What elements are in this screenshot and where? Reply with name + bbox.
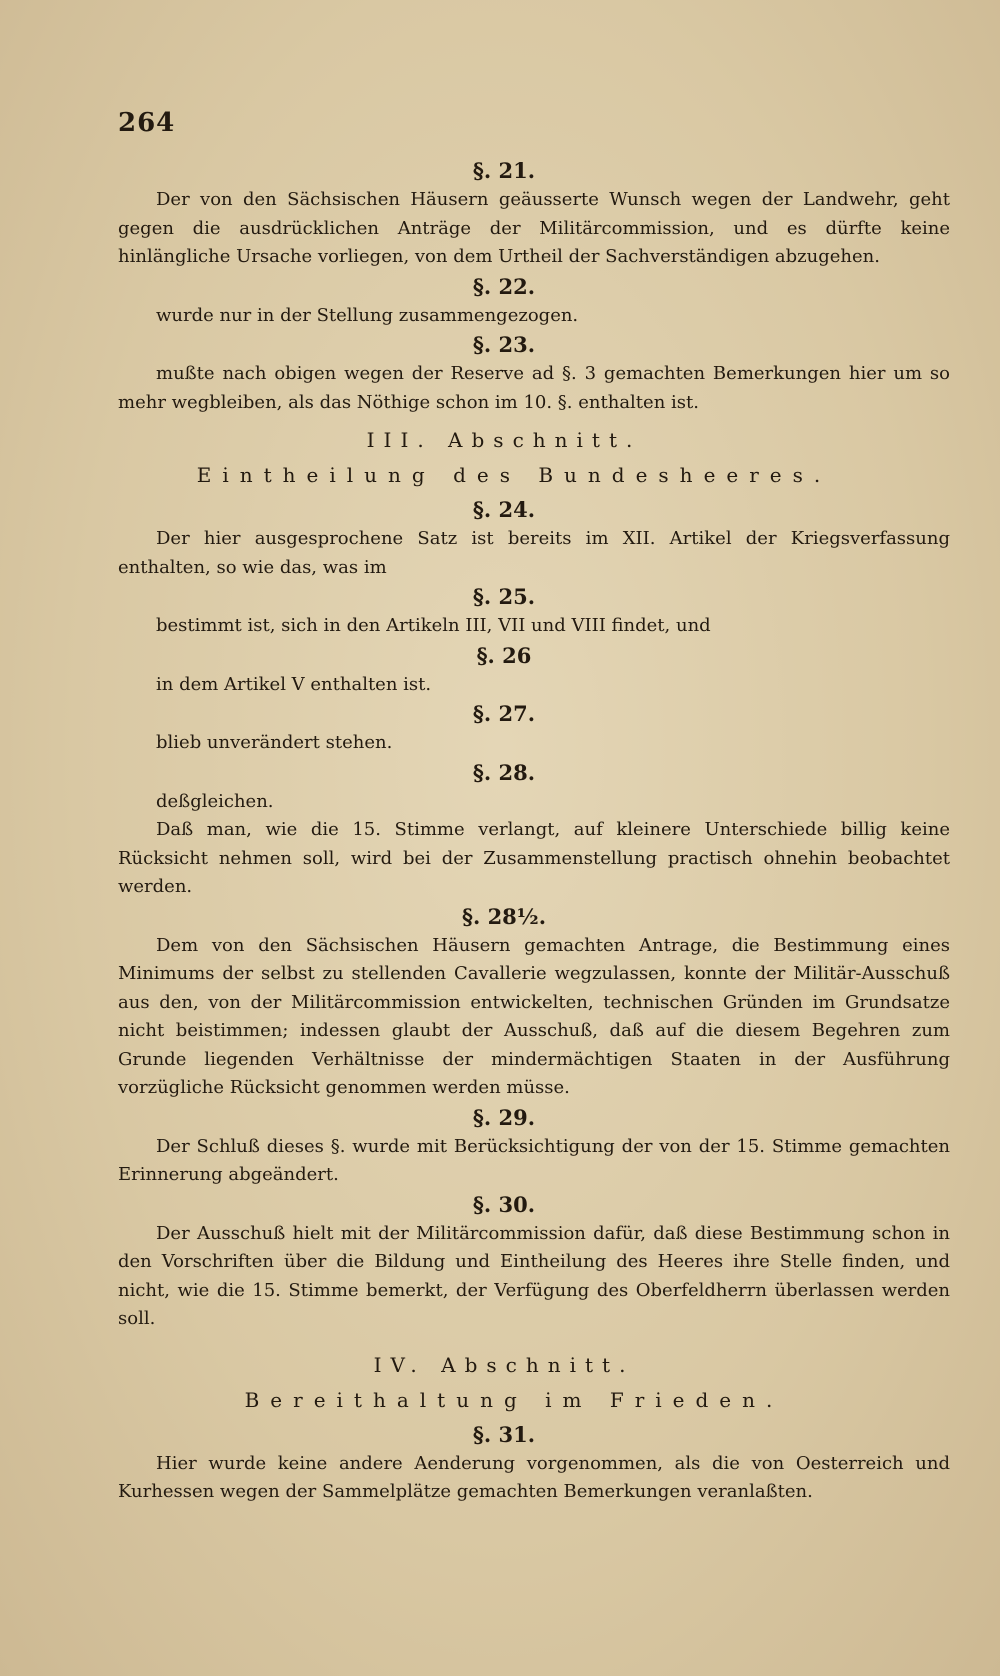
section-21-text: Der von den Sächsischen Häusern geäusserte Wunsch wegen der Landwehr, geht gegen die ausdrücklichen Anträge der Militärcommission, und es dürfte keine hinlängliche Ursache vorliegen, von dem Urtheil der Sachverständigen abzugehen. — [118, 189, 950, 267]
section-25-heading: §. 25. — [472, 584, 536, 609]
section-28-half-text: Dem von den Sächsischen Häusern gemachten Antrage, die Bestimmung eines Minimums der selbst zu stellenden Cavallerie wegzulassen, konnte der Militär-Ausschuß aus den, von der Militärcommission entwickelten, technischen Gründen im Grundsatze nicht beistimmen; indessen glaubt der Ausschuß, daß auf die diesem Begehren zum Grunde liegenden Verhältnisse der mindermächtigen Staaten in der Ausführung vorzügliche Rücksicht genommen werden müsse. — [118, 934, 950, 1098]
section-21-heading: §. 21. — [472, 158, 536, 183]
chapter-4-subtitle: Bereithaltung im Frieden. — [244, 1387, 784, 1412]
section-27-text: blieb unverändert stehen. — [156, 732, 393, 753]
section-30-heading: §. 30. — [472, 1191, 536, 1217]
section-29-text: Der Schluß dieses §. wurde mit Berücksichtigung der von der 15. Stimme gemachten Erinnerung abgeändert. — [118, 1135, 950, 1185]
section-30-text: Der Ausschuß hielt mit der Militärcommission dafür, daß diese Bestimmung schon in den Vorschriften über die Bildung und Eintheilung des Heeres ihre Stelle finden, und nicht, wie die 15. Stimme bemerkt, der Verfügung des Oberfeldherrn überlassen werden soll. — [118, 1222, 950, 1329]
section-22-text: wurde nur in der Stellung zusammengezogen. — [156, 304, 579, 326]
spacer — [118, 1334, 950, 1342]
section-26-text: in dem Artikel V enthalten ist. — [156, 673, 432, 695]
section-28-text-b: Daß man, wie die 15. Stimme verlangt, auf kleinere Unterschiede billig keine Rücksicht nehmen soll, wird bei der Zusammenstellung practisch ohnehin beobachtet werden. — [118, 819, 950, 897]
section-25-text: bestimmt ist, sich in den Artikeln III, VII und VIII findet, und — [156, 615, 711, 636]
section-27-heading: §. 27. — [472, 701, 536, 726]
section-22-heading: §. 22. — [472, 273, 536, 299]
section-23-text: mußte nach obigen wegen der Reserve ad §. 3 gemachten Bemerkungen hier um so mehr wegbleiben, als das Nöthige schon im 10. §. enthalten ist. — [118, 363, 950, 413]
chapter-3-subtitle: Eintheilung des Bundesheeres. — [196, 463, 832, 487]
section-28-half-heading: §. 28½. — [461, 903, 547, 929]
section-29-heading: §. 29. — [472, 1104, 536, 1130]
section-28-heading: §. 28. — [472, 759, 536, 785]
chapter-4-title: IV. Abschnitt. — [373, 1352, 635, 1377]
section-24-text: Der hier ausgesprochene Satz ist bereits im XII. Artikel der Kriegsverfassung enthalten, so wie das, was im — [118, 528, 950, 578]
section-28-text-a: deßgleichen. — [156, 790, 274, 812]
section-23-heading: §. 23. — [472, 332, 536, 357]
section-26-heading: §. 26 — [476, 642, 532, 668]
page-number: 264 — [118, 108, 176, 138]
section-31-text: Hier wurde keine andere Aenderung vorgenommen, als die von Oesterreich und Kurhessen wegen der Sammelplätze gemachten Bemerkungen veranlaßten. — [118, 1452, 950, 1502]
section-31-heading: §. 31. — [472, 1421, 536, 1447]
section-24-heading: §. 24. — [472, 497, 536, 522]
chapter-3-title: III. Abschnitt. — [366, 428, 642, 452]
